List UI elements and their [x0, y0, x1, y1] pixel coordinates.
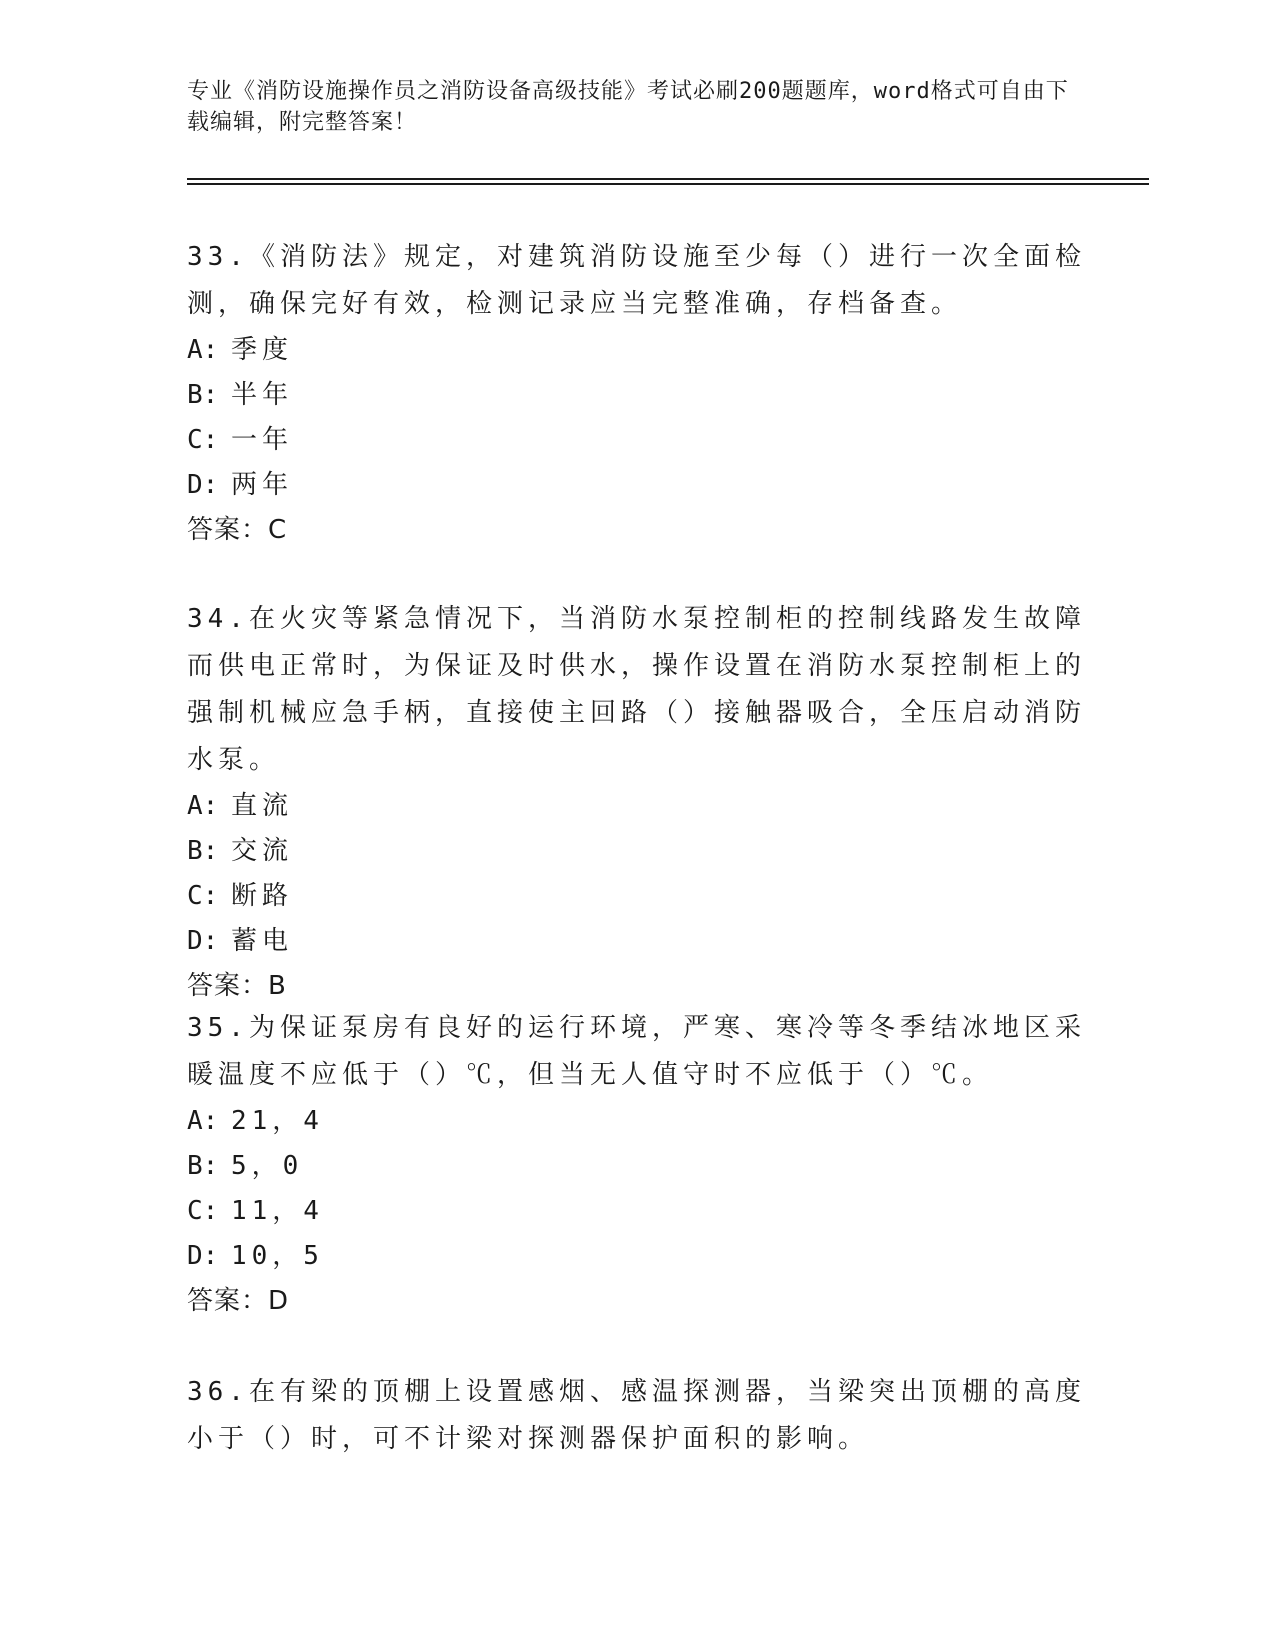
option-letter: C:	[187, 881, 219, 911]
option-text: 半年	[231, 380, 294, 410]
question-stem: 36.在有梁的顶棚上设置感烟、感温探测器，当梁突出顶棚的高度小于（）时，可不计梁对探测器保护面积的影响。	[187, 1377, 1086, 1454]
option-text: 21，4	[231, 1106, 324, 1136]
option-letter: B:	[187, 380, 219, 410]
question-33	[187, 234, 1087, 553]
option-text: 季度	[231, 335, 294, 365]
option-a	[187, 1099, 1087, 1144]
option-a	[187, 328, 1087, 373]
option-letter: D:	[187, 470, 219, 500]
question-stem: 34.在火灾等紧急情况下，当消防水泵控制柜的控制线路发生故障而供电正常时，为保证及时供水，操作设置在消防水泵控制柜上的强制机械应急手柄，直接使主回路（）接触器吸合，全压启动消防水泵。	[187, 604, 1087, 775]
option-d	[187, 919, 1087, 964]
option-text: 直流	[231, 791, 294, 821]
option-text: 交流	[231, 836, 294, 866]
option-letter: C:	[187, 1196, 219, 1226]
option-letter: A:	[187, 791, 219, 821]
document-header: 专业《消防设施操作员之消防设备高级技能》考试必刷200题题库，word格式可自由下载编辑，附完整答案！	[187, 79, 1069, 135]
option-b	[187, 829, 1087, 874]
option-letter: B:	[187, 836, 219, 866]
question-stem: 33.《消防法》规定，对建筑消防设施至少每（）进行一次全面检测，确保完好有效，检测记录应当完整准确，存档备查。	[187, 242, 1086, 319]
question-36	[187, 1369, 1087, 1463]
option-b	[187, 373, 1087, 418]
header-rule-bottom	[187, 183, 1149, 185]
option-text: 10，5	[231, 1241, 324, 1271]
option-a	[187, 784, 1087, 829]
option-b	[187, 1144, 1087, 1189]
option-text: 5，0	[231, 1151, 304, 1181]
option-letter: A:	[187, 1106, 219, 1136]
option-text: 两年	[231, 470, 294, 500]
answer-line: 答案：B	[187, 971, 287, 1001]
answer-line: 答案：C	[187, 515, 288, 545]
option-letter: A:	[187, 335, 219, 365]
option-letter: C:	[187, 425, 219, 455]
question-stem: 35.为保证泵房有良好的运行环境，严寒、寒冷等冬季结冰地区采暖温度不应低于（）℃，但当无人值守时不应低于（）℃。	[187, 1013, 1086, 1090]
option-c	[187, 418, 1087, 463]
option-d	[187, 1234, 1087, 1279]
option-letter: B:	[187, 1151, 219, 1181]
option-letter: D:	[187, 926, 219, 956]
option-d	[187, 463, 1087, 508]
option-c	[187, 1189, 1087, 1234]
answer-line: 答案：D	[187, 1286, 290, 1316]
option-c	[187, 874, 1087, 919]
question-35	[187, 1005, 1087, 1324]
option-text: 断路	[231, 881, 294, 911]
option-text: 蓄电	[231, 926, 294, 956]
header-rule-top	[187, 178, 1149, 180]
option-text: 11，4	[231, 1196, 324, 1226]
question-34	[187, 596, 1087, 1009]
option-text: 一年	[231, 425, 294, 455]
option-letter: D:	[187, 1241, 219, 1271]
